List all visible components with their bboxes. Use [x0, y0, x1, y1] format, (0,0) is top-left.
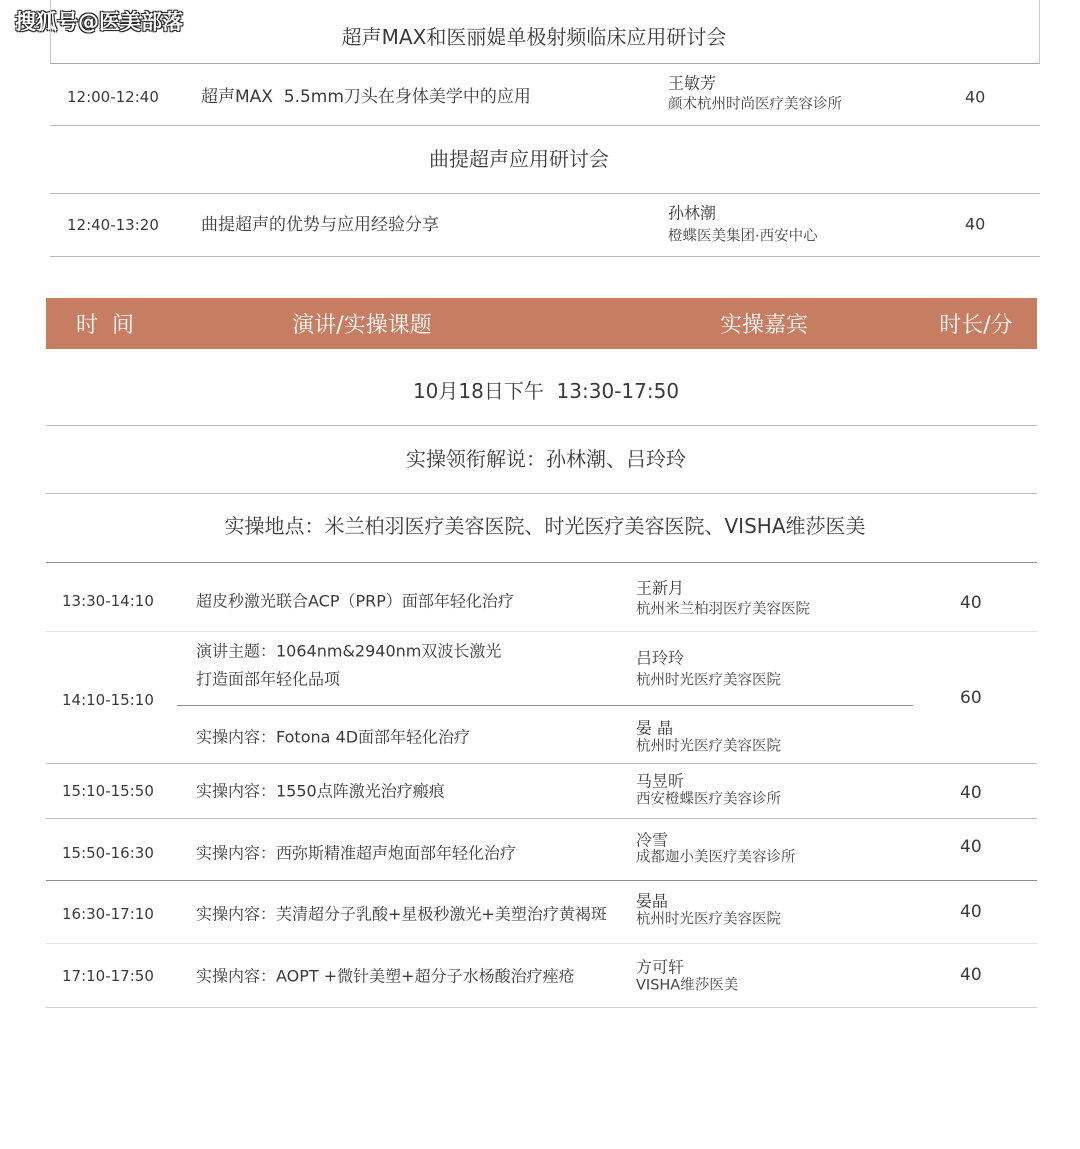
topic: 实操内容：芙清超分子乳酸+星极秒激光+美塑治疗黄褐斑: [196, 904, 607, 924]
topic: 实操内容：1550点阵激光治疗瘢痕: [196, 781, 445, 801]
speaker-name: 马昱昕: [636, 771, 685, 791]
speaker-org: 橙蝶医美集团·西安中心: [668, 228, 818, 245]
time-slot: 15:50-16:30: [62, 844, 154, 862]
schedule-row: [46, 819, 1037, 881]
speaker-name: 方可轩: [636, 957, 685, 977]
session-title-row: [50, 126, 1040, 194]
speaker-name: 冷雪: [636, 830, 669, 850]
sub-divider: [177, 705, 913, 706]
session-title: 超声MAX和医丽媞单极射频临床应用研讨会: [341, 25, 727, 49]
session-title-row: [50, 0, 1040, 64]
time-slot: 16:30-17:10: [62, 905, 154, 923]
speaker-org: 杭州时光医疗美容医院: [636, 911, 781, 928]
venue-line: 实操地点：米兰柏羽医疗美容医院、时光医疗美容医院、VISHA维莎医美: [224, 514, 866, 538]
speaker-name: 孙林潮: [668, 203, 717, 223]
time-slot: 14:10-15:10: [62, 691, 154, 709]
lecture-speaker-org: 杭州时光医疗美容医院: [636, 672, 781, 689]
speaker-org: 成都迦小美医疗美容诊所: [636, 849, 796, 866]
duration: 40: [965, 214, 986, 234]
speaker-name: 王敏芳: [668, 73, 717, 93]
speaker-org: 西安橙蝶医疗美容诊所: [636, 791, 781, 808]
duration: 40: [960, 836, 982, 857]
time-slot: 13:30-14:10: [62, 592, 154, 610]
demo-speaker-org: 杭州时光医疗美容医院: [636, 738, 781, 755]
topic: 实操内容：AOPT +微针美塑+超分子水杨酸治疗痤疮: [196, 966, 575, 986]
watermark: 搜狐号@医美部落: [15, 10, 183, 34]
date-row: [46, 349, 1037, 426]
duration: 40: [960, 592, 982, 613]
speaker-org: VISHA维莎医美: [636, 977, 739, 994]
schedule-row: [50, 194, 1040, 257]
session-title: 曲提超声应用研讨会: [429, 147, 609, 171]
topic: 曲提超声的优势与应用经验分享: [201, 214, 439, 235]
header-duration: 时长/分: [939, 312, 1013, 338]
header-speaker: 实操嘉宾: [719, 312, 809, 338]
demo-speaker-name: 晏 晶: [636, 718, 674, 738]
demo-topic: 实操内容：Fotona 4D面部年轻化治疗: [196, 727, 471, 747]
schedule-row: [46, 944, 1037, 1008]
header-time: 时 间: [76, 312, 134, 338]
topic: 超皮秒激光联合ACP（PRP）面部年轻化治疗: [196, 591, 514, 611]
speaker-org: 杭州米兰柏羽医疗美容医院: [636, 601, 810, 618]
duration: 40: [960, 901, 982, 922]
commentary-line: 实操领衔解说：孙林潮、吕玲玲: [406, 447, 686, 471]
workshop-sessions: [50, 0, 1040, 258]
time-slot: 17:10-17:50: [62, 967, 154, 985]
header-topic: 演讲/实操课题: [292, 312, 432, 338]
duration: 40: [965, 87, 986, 107]
venue-row: [46, 494, 1037, 563]
speaker-name: 晏晶: [636, 891, 669, 911]
lecture-speaker-name: 吕玲玲: [636, 648, 685, 668]
schedule-row: [46, 764, 1037, 819]
duration: 40: [960, 782, 982, 803]
time-slot: 15:10-15:50: [62, 782, 154, 800]
schedule-row: [46, 881, 1037, 944]
topic: 实操内容：西弥斯精准超声炮面部年轻化治疗: [196, 843, 517, 863]
schedule-row: [50, 64, 1040, 126]
schedule-row-combined: [46, 632, 1037, 764]
lecture-topic-line1: 演讲主题：1064nm&2940nm双波长激光: [196, 641, 502, 661]
practice-schedule: [46, 298, 1037, 1010]
lecture-topic-line2: 打造面部年轻化品项: [196, 669, 341, 689]
duration: 40: [960, 964, 982, 985]
time-slot: 12:40-13:20: [67, 216, 159, 234]
commentary-row: [46, 426, 1037, 494]
speaker-name: 王新月: [636, 578, 685, 598]
speaker-org: 颜术杭州时尚医疗美容诊所: [668, 96, 842, 113]
table-header: [46, 298, 1037, 349]
schedule-row: [46, 563, 1037, 632]
time-slot: 12:00-12:40: [67, 88, 159, 106]
topic: 超声MAX 5.5mm刀头在身体美学中的应用: [201, 86, 531, 107]
date-line: 10月18日下午 13:30-17:50: [412, 379, 680, 403]
duration: 60: [960, 687, 982, 708]
